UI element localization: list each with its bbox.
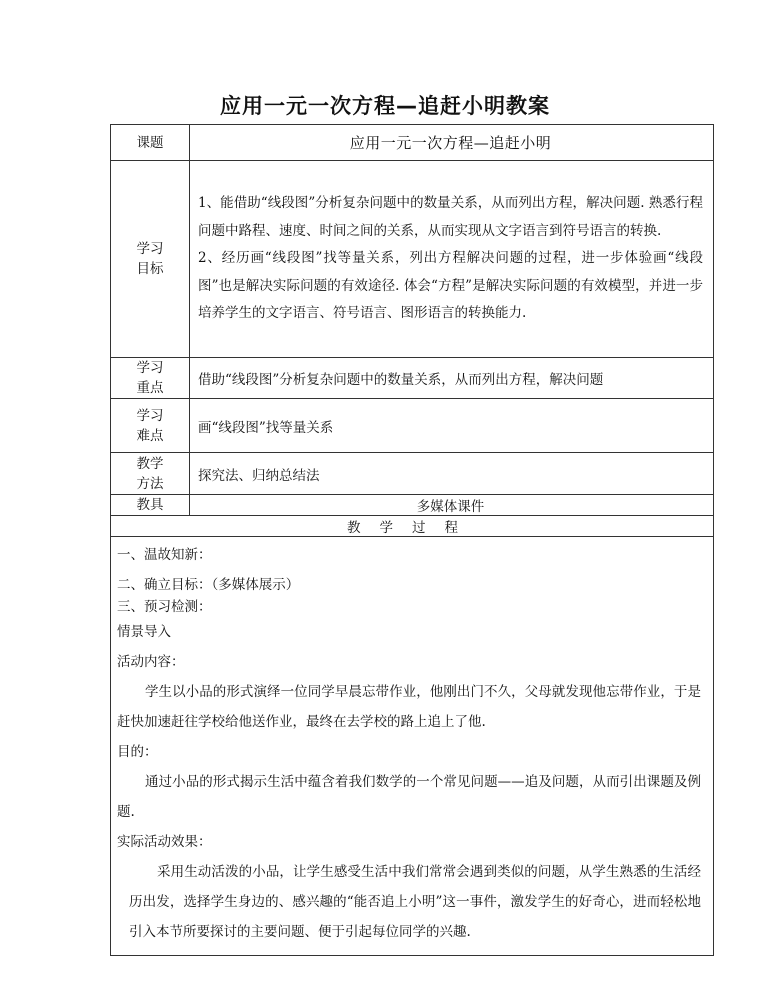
key-label-cell xyxy=(111,358,190,399)
purpose-text: 通过小品的形式揭示生活中蕴含着我们数学的一个常见问题——追及问题，从而引出课题及例题. xyxy=(117,774,701,820)
key-label-line1: 学习 xyxy=(136,360,164,376)
method-value: 探究法、归纳总结法 xyxy=(198,467,320,484)
goal-item-1: 1、能借助“线段图”分析复杂问题中的数量关系，从而列出方程，解决问题. 熟悉行程问题中路程、速度、时间之间的关系，从而实现从文字语言到符号语言的转换. xyxy=(198,195,703,239)
tools-label-cell xyxy=(111,495,190,516)
difficulty-value: 画“线段图”找等量关系 xyxy=(198,419,334,436)
goal-item-2: 2、经历画“线段图”找等量关系，列出方程解决问题的过程，进一步体验画“线段图”也是解决实际问题的有效途径. 体会“方程”是解决实际问题的有效模型，并进一步培养学生的文字语言、符号语言、图形语言的转换能力. xyxy=(198,250,703,322)
difficulty-label-line2: 难点 xyxy=(136,427,164,444)
process-title-row xyxy=(111,516,714,537)
review-heading: 一、温故知新： xyxy=(117,547,212,563)
scene-heading: 情景导入 xyxy=(117,624,171,640)
activity-text: 学生以小品的形式演绎一位同学早晨忘带作业，他刚出门不久，父母就发现他忘带作业，于是赶快加速赶往学校给他送作业，最终在去学校的路上追上了他. xyxy=(117,684,701,730)
method-label-line1: 教学 xyxy=(136,455,164,472)
process-body-cell xyxy=(111,537,714,956)
goals-label-line1: 学习 xyxy=(136,241,164,257)
process-title: 教学过程 xyxy=(347,520,477,536)
topic-row xyxy=(111,125,714,161)
process-body-row xyxy=(111,537,714,956)
topic-label: 课题 xyxy=(136,134,164,151)
tools-value: 多媒体课件 xyxy=(416,499,485,515)
goals-label-line2: 目标 xyxy=(136,261,164,277)
goals-label-cell xyxy=(111,161,190,358)
tools-value-cell xyxy=(190,495,714,516)
objective-heading: 二、确立目标：（多媒体展示） xyxy=(117,577,300,593)
topic-value-cell xyxy=(190,125,714,161)
difficulty-row xyxy=(111,399,714,453)
process-title-cell xyxy=(111,516,714,537)
difficulty-label-line1: 学习 xyxy=(136,407,164,424)
goals-row xyxy=(111,161,714,358)
key-value-cell xyxy=(190,358,714,399)
key-point-row xyxy=(111,358,714,399)
effect-heading: 实际活动效果： xyxy=(117,834,212,850)
method-row xyxy=(111,453,714,495)
topic-value: 应用一元一次方程—追赶小明 xyxy=(349,134,552,152)
purpose-heading: 目的： xyxy=(117,744,158,760)
page-title: 应用一元一次方程—追赶小明教案 xyxy=(220,94,550,118)
difficulty-value-cell xyxy=(190,399,714,453)
tools-label: 教具 xyxy=(136,497,164,513)
key-value: 借助“线段图”分析复杂问题中的数量关系，从而列出方程，解决问题 xyxy=(198,372,604,388)
difficulty-label-cell xyxy=(111,399,190,453)
effect-text: 采用生动活泼的小品，让学生感受生活中我们常常会遇到类似的问题，从学生熟悉的生活经历出发，选择学生身边的、感兴趣的“能否追上小明”这一事件，激发学生的好奇心，进而轻松地引入本节所要探讨的主要问题、便于引起每位同学的兴趣. xyxy=(129,864,701,940)
method-value-cell xyxy=(190,453,714,495)
key-label-line2: 重点 xyxy=(136,380,164,396)
tools-row xyxy=(111,495,714,516)
preview-heading: 三、预习检测： xyxy=(117,599,212,615)
method-label-line2: 方法 xyxy=(136,475,164,492)
topic-label-cell xyxy=(111,125,190,161)
method-label-cell xyxy=(111,453,190,495)
activity-heading: 活动内容： xyxy=(117,654,185,670)
goals-content-cell xyxy=(190,161,714,358)
lesson-plan-table xyxy=(110,124,714,956)
